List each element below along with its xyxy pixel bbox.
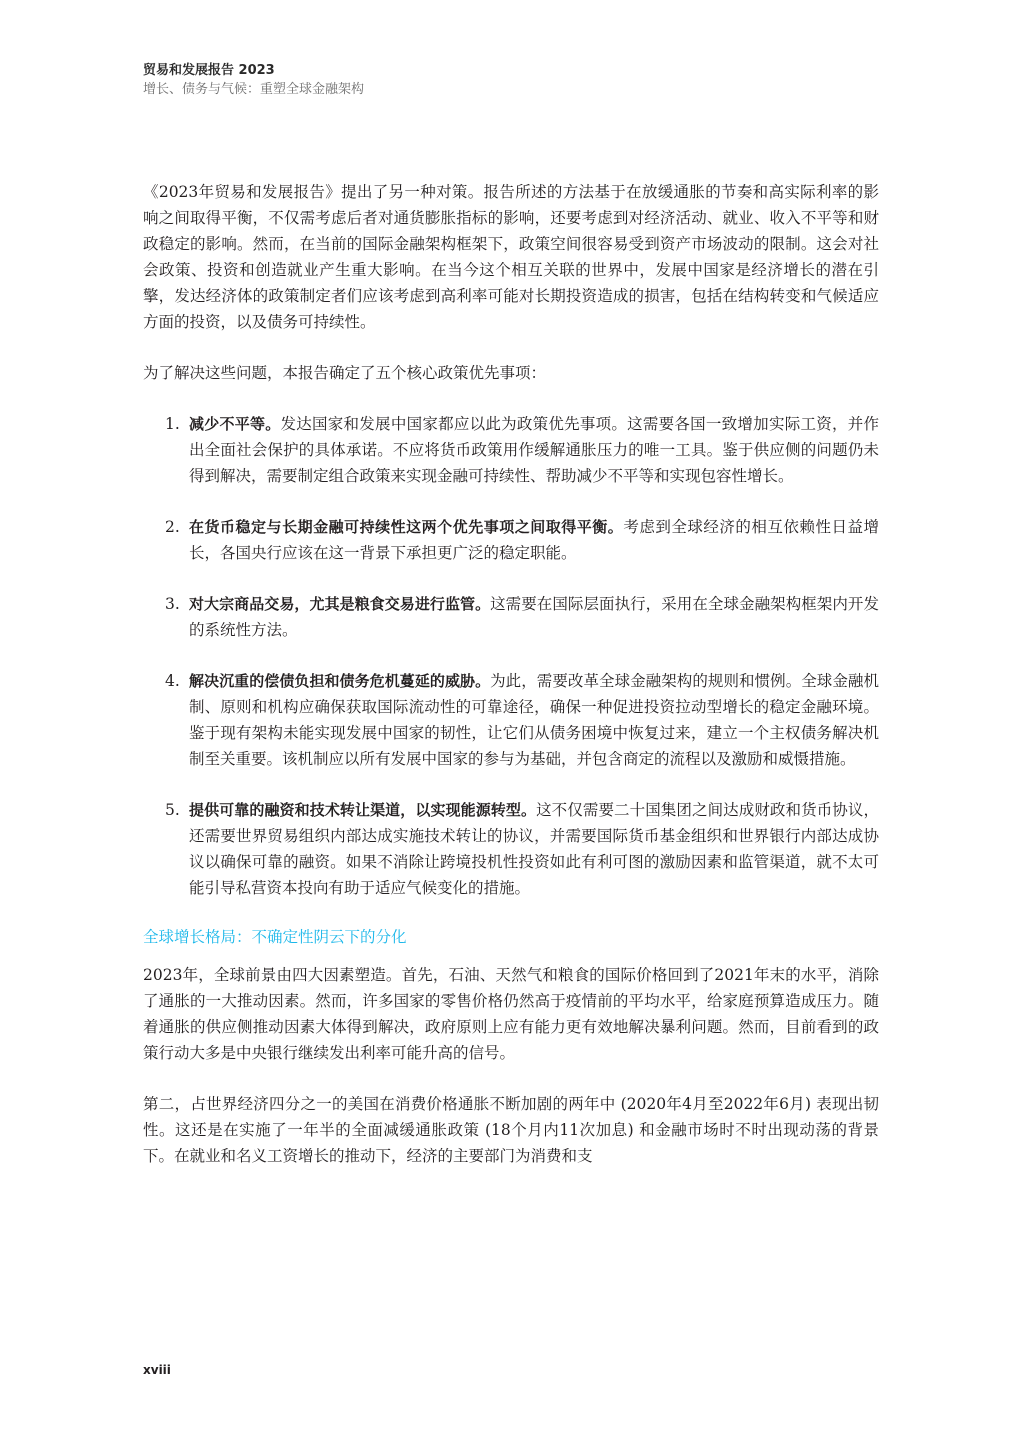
item-number: 4. bbox=[165, 672, 180, 690]
body-text bbox=[143, 179, 879, 1169]
item-lead: 在货币稳定与长期金融可持续性这两个优先事项之间取得平衡。 bbox=[189, 518, 624, 536]
item-number: 3. bbox=[165, 595, 180, 613]
section-heading: 全球增长格局：不确定性阴云下的分化 bbox=[143, 928, 407, 946]
item-lead: 解决沉重的偿债负担和债务危机蔓延的威胁。 bbox=[189, 672, 491, 690]
section-paragraph: 2023年，全球前景由四大因素塑造。首先，石油、天然气和粮食的国际价格回到了2021年末的水平，消除了通胀的一大推动因素。然而，许多国家的零售价格仍然高于疫情前的平均水平，给家庭预算造成压力。随着通胀的供应侧推动因素大体得到解决，政府原则上应有能力更有效地解决暴利问题。然而，目前看到的政策行动大多是中央银行继续发出利率可能升高的信号。 bbox=[143, 966, 879, 1062]
item-lead: 对大宗商品交易，尤其是粮食交易进行监管。 bbox=[189, 595, 491, 613]
item-number: 2. bbox=[165, 518, 180, 536]
priority-item bbox=[143, 411, 879, 489]
priorities-list bbox=[143, 411, 879, 901]
intro-paragraph: 《2023年贸易和发展报告》提出了另一种对策。报告所述的方法基于在放缓通胀的节奏和高实际利率的影响之间取得平衡，不仅需考虑后者对通货膨胀指标的影响，还要考虑到对经济活动、就业、收入不平等和财政稳定的影响。然而，在当前的国际金融架构框架下，政策空间很容易受到资产市场波动的限制。这会对社会政策、投资和创造就业产生重大影响。在当今这个相互关联的世界中，发展中国家是经济增长的潜在引擎，发达经济体的政策制定者们应该考虑到高利率可能对长期投资造成的损害，包括在结构转变和气候适应方面的投资，以及债务可持续性。 bbox=[143, 183, 879, 331]
item-lead: 提供可靠的融资和技术转让渠道，以实现能源转型。 bbox=[189, 801, 537, 819]
item-text: 为此，需要改革全球金融架构的规则和惯例。全球金融机制、原则和机构应确保获取国际流动性的可靠途径，确保一种促进投资拉动型增长的稳定金融环境。鉴于现有架构未能实现发展中国家的韧性，让它们从债务困境中恢复过来，建立一个主权债务解决机制至关重要。该机制应以所有发展中国家的参与为基础，并包含商定的流程以及激励和威慑措施。 bbox=[189, 672, 879, 768]
report-title: 贸易和发展报告 2023 bbox=[143, 63, 275, 78]
item-number: 1. bbox=[165, 415, 180, 433]
item-text: 这不仅需要二十国集团之间达成财政和货币协议，还需要世界贸易组织内部达成实施技术转让的协议，并需要国际货币基金组织和世界银行内部达成协议以确保可靠的融资。如果不消除让跨境投机性投资如此有利可图的激励因素和监管渠道，就不太可能引导私营资本投向有助于适应气候变化的措施。 bbox=[189, 801, 879, 897]
priority-item bbox=[143, 514, 879, 566]
item-text: 这需要在国际层面执行，采用在全球金融架构框架内开发的系统性方法。 bbox=[189, 595, 879, 639]
item-text: 考虑到全球经济的相互依赖性日益增长，各国央行应该在这一背景下承担更广泛的稳定职能。 bbox=[189, 518, 879, 562]
running-header bbox=[143, 62, 364, 100]
priority-item bbox=[143, 797, 879, 901]
priorities-intro: 为了解决这些问题，本报告确定了五个核心政策优先事项： bbox=[143, 364, 547, 382]
priority-item bbox=[143, 668, 879, 772]
item-text: 发达国家和发展中国家都应以此为政策优先事项。这需要各国一致增加实际工资，并作出全面社会保护的具体承诺。不应将货币政策用作缓解通胀压力的唯一工具。鉴于供应侧的问题仍未得到解决，需要制定组合政策来实现金融可持续性、帮助减少不平等和实现包容性增长。 bbox=[189, 415, 879, 485]
page-number: xviii bbox=[143, 1363, 171, 1377]
section-paragraph: 第二，占世界经济四分之一的美国在消费价格通胀不断加剧的两年中 (2020年4月至2022年6月) 表现出韧性。这还是在实施了一年半的全面减缓通胀政策 (18个月内11次加息) 和金融市场时不时出现动荡的背景下。在就业和名义工资增长的推动下，经济的主要部门为消费和支 bbox=[143, 1095, 879, 1165]
report-subtitle: 增长、债务与气候：重塑全球金融架构 bbox=[143, 82, 365, 97]
priority-item bbox=[143, 591, 879, 643]
item-number: 5. bbox=[165, 801, 180, 819]
item-lead: 减少不平等。 bbox=[189, 415, 281, 433]
